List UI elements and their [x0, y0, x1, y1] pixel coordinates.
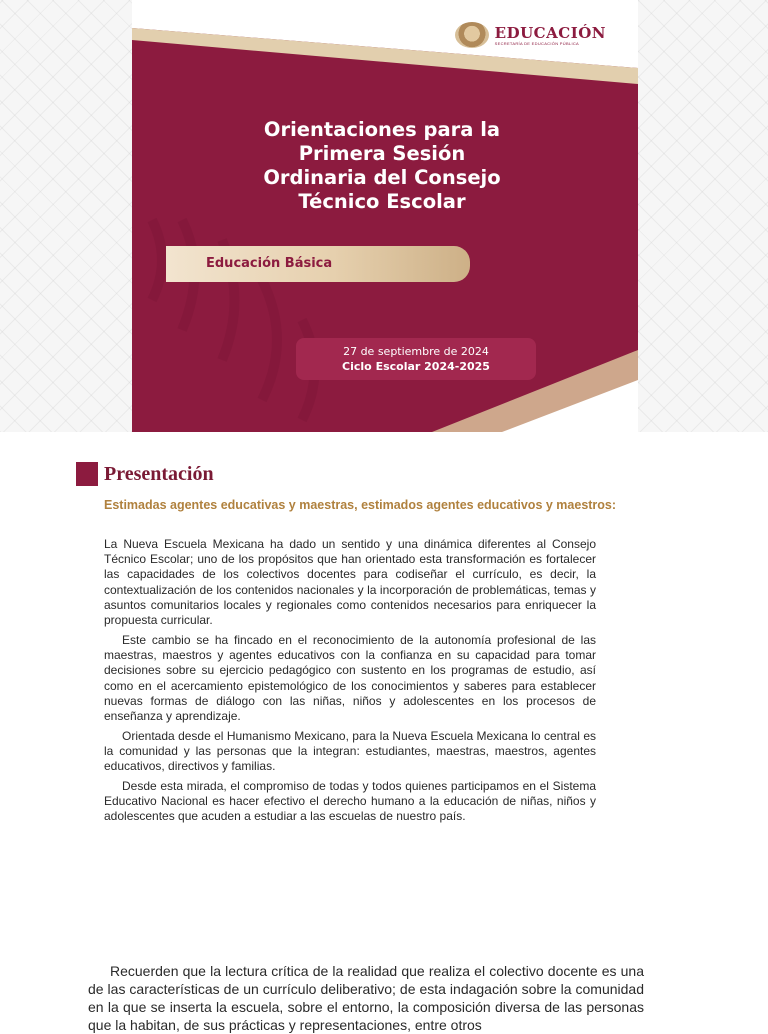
level-badge — [166, 246, 470, 282]
cover-date: 27 de septiembre de 2024 — [343, 345, 489, 358]
cover-page — [132, 0, 638, 432]
sep-logo — [455, 22, 606, 48]
date-box — [296, 338, 536, 380]
logo-wordmark: EDUCACIÓN — [494, 23, 606, 42]
body-paragraph: La Nueva Escuela Mexicana ha dado un sentido y una dinámica diferentes al Consejo Técnico Escolar; uno de los propósitos que han orientado esta transformación es fortalecer las capacidades de los colectivos docentes para codiseñar el currículo, es decir, la contextualización de los contenidos nacionales y la incorporación de problemáticas, temas y asuntos comunitarios locales y regionales como contenidos necesarios para enriquecer la propuesta curricular. — [104, 537, 596, 628]
section-heading — [76, 462, 214, 486]
body-paragraph: Desde esta mirada, el compromiso de todas y todos quienes participamos en el Sistema Educativo Nacional es hacer efectivo el derecho humano a la educación de niñas, niños y adolescentes que acuden a estudiar a las escuelas de nuestro país. — [104, 779, 596, 824]
school-cycle: Ciclo Escolar 2024-2025 — [342, 360, 490, 373]
next-page-paragraph: Recuerden que la lectura crítica de la realidad que realiza el colectivo docente es una de las características de un currículo deliberativo; de esta indagación sobre la comunidad en la que se inserta la escuela, sobre el entorno, la composición diversa de las personas que la habitan, de sus prácticas y representaciones, entre otros — [88, 963, 644, 1033]
logo-subtext: SECRETARÍA DE EDUCACIÓN PÚBLICA — [494, 40, 580, 46]
national-seal-icon — [455, 22, 489, 48]
cover-title-line: Ordinaria del Consejo — [263, 166, 501, 189]
body-paragraph: Orientada desde el Humanismo Mexicano, para la Nueva Escuela Mexicana lo central es la comunidad y las personas que la integran: estudiantes, maestras, maestros, agentes educativos, directivos y familias. — [104, 729, 596, 774]
section-title: Presentación — [104, 462, 214, 485]
cover-title — [172, 118, 592, 214]
heading-marker — [76, 462, 98, 486]
greeting: Estimadas agentes educativas y maestras, estimados agentes educativos y maestros: — [104, 498, 617, 512]
level-badge-label: Educación Básica — [206, 256, 333, 271]
body-paragraph: Este cambio se ha fincado en el reconocimiento de la autonomía profesional de las maestras, maestros y agentes educativos con la confianza en su capacidad para tomar decisiones sobre su ejercicio pedagógico con sustento en los programas de estudio, así como en el acercamiento epistemológico de los conocimientos y saberes para establecer nuevas formas de diálogo con las niñas, niños y adolescentes en los procesos de enseñanza y aprendizaje. — [104, 633, 596, 724]
cover-title-line: Orientaciones para la — [263, 118, 501, 141]
cover-title-line: Técnico Escolar — [298, 190, 466, 213]
cover-title-line: Primera Sesión — [298, 142, 466, 165]
